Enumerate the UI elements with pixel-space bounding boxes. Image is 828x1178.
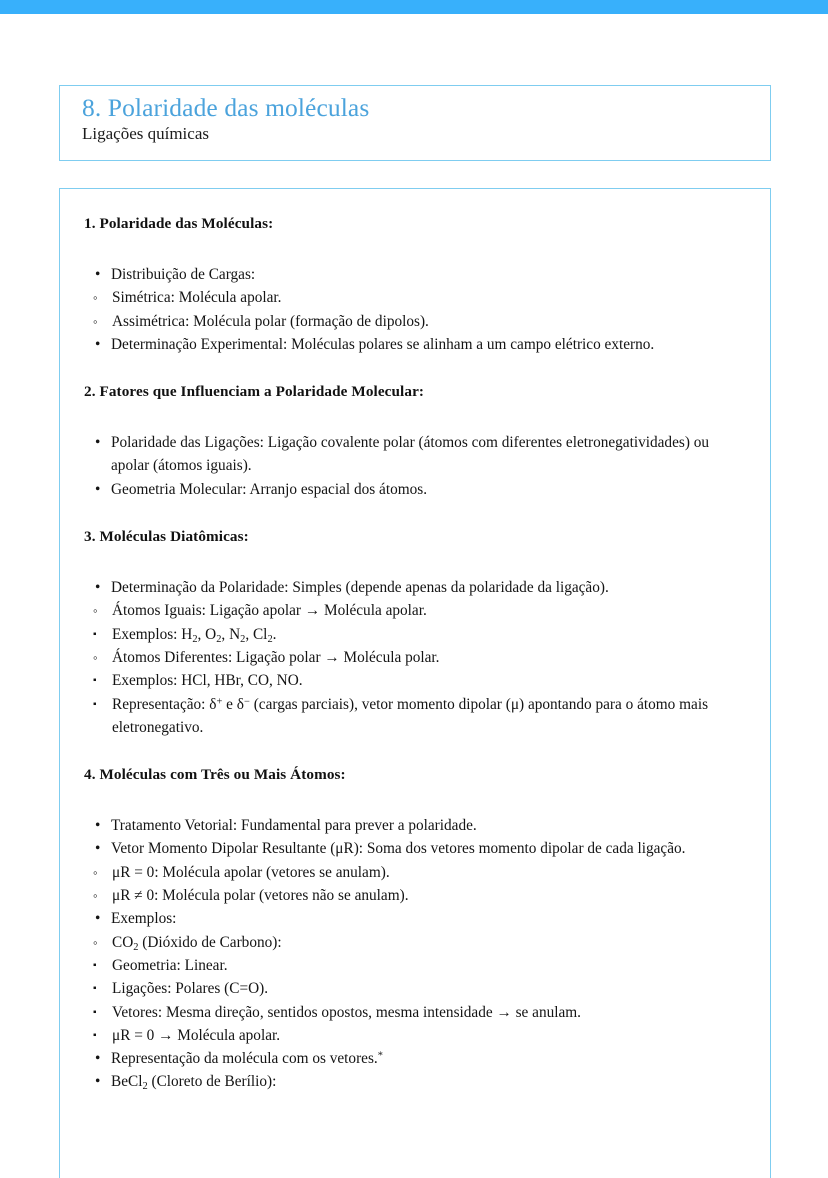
list-item [84, 263, 744, 286]
bullet-list-level-1 [84, 431, 744, 501]
list-item-text: Assimétrica: Molécula polar (formação de dipolos). [112, 312, 429, 330]
list-item [84, 884, 744, 907]
bullet-marker-icon: • [95, 840, 101, 858]
list-item [84, 907, 744, 930]
section-heading: 4. Moléculas com Três ou Mais Átomos: [84, 766, 346, 784]
list-item [84, 478, 744, 501]
bullet-list-level-2 [84, 861, 744, 908]
list-item-text: $CO_2$ (Dióxido de Carbono): [112, 933, 282, 953]
bullet-marker-icon: ▪ [93, 1006, 97, 1018]
bullet-list-level-1 [84, 576, 744, 599]
bullet-marker-icon: ▪ [93, 983, 97, 995]
bullet-marker-icon: • [95, 579, 101, 597]
bullet-marker-icon: • [95, 1050, 101, 1068]
heading-gap [84, 784, 744, 814]
bullet-list-level-3 [84, 954, 744, 1047]
list-item [84, 814, 744, 837]
list-item [84, 576, 744, 599]
list-item-text: Determinação Experimental: Moléculas polares se alinham a um campo elétrico externo. [111, 335, 655, 353]
list-item-text: Geometria Molecular: Arranjo espacial dos átomos. [111, 480, 428, 498]
content-card [59, 188, 771, 1178]
bullet-marker-icon: • [95, 1073, 101, 1091]
page-title: 8. Polaridade das moléculas [82, 93, 370, 122]
section-heading: 1. Polaridade das Moléculas: [84, 215, 274, 232]
list-item-text: Exemplos: HCl, HBr, CO, NO. [112, 672, 303, 690]
list-item-text: Geometria: Linear. [112, 956, 228, 974]
bullet-marker-icon: ◦ [93, 934, 98, 950]
list-item [84, 333, 744, 356]
list-item [84, 1024, 744, 1047]
list-item [84, 310, 744, 333]
bullet-marker-icon: ◦ [93, 888, 98, 904]
bullet-marker-icon: ▪ [93, 959, 97, 971]
bullet-list-level-1 [84, 907, 744, 930]
section-gap [84, 356, 744, 383]
content-body [60, 189, 770, 1094]
list-item [84, 977, 744, 1000]
bullet-marker-icon: ▪ [93, 628, 97, 640]
bullet-list-level-1 [84, 333, 744, 356]
list-item [84, 931, 744, 954]
bullet-marker-icon: • [95, 817, 101, 835]
title-card [59, 85, 771, 161]
list-item [84, 599, 744, 622]
bullet-marker-icon: ◦ [93, 603, 98, 619]
list-item [84, 1070, 744, 1093]
bullet-marker-icon: • [95, 910, 101, 928]
section-heading: 3. Moléculas Diatômicas: [84, 528, 249, 546]
list-item-text: Distribuição de Cargas: [111, 266, 256, 283]
list-item-text: Exemplos: $H_2$, $O_2$, $N_2$, $Cl_2$. [112, 625, 277, 645]
list-item [84, 693, 744, 740]
bullet-marker-icon: ◦ [93, 313, 98, 329]
list-item [84, 431, 744, 478]
list-item-text: Átomos Diferentes: Ligação polar → Molécula polar. [112, 648, 440, 666]
list-item [84, 286, 744, 309]
list-item [84, 623, 744, 646]
heading-gap [84, 233, 744, 263]
bullet-list-level-2 [84, 286, 744, 333]
heading-gap [84, 546, 744, 576]
bullet-marker-icon: ▪ [93, 675, 97, 687]
list-item-text: Tratamento Vetorial: Fundamental para prever a polaridade. [111, 817, 477, 835]
bullet-marker-icon: • [95, 335, 101, 353]
bullet-list-level-3 [84, 669, 744, 739]
bullet-marker-icon: • [95, 480, 101, 498]
bullet-marker-icon: ▪ [93, 1029, 97, 1041]
list-item [84, 669, 744, 692]
bullet-marker-icon: ◦ [93, 649, 98, 665]
page-subtitle: Ligações químicas [82, 124, 209, 143]
bullet-list-level-3 [84, 623, 744, 646]
list-item-text: Exemplos: [111, 910, 177, 928]
list-item-text: μR ≠ 0: Molécula polar (vetores não se anulam). [112, 887, 409, 905]
bullet-marker-icon: ◦ [93, 864, 98, 880]
bullet-marker-icon: ◦ [93, 290, 98, 306]
section-gap [84, 739, 744, 766]
bullet-marker-icon: • [95, 434, 101, 452]
bullet-list-level-2 [84, 646, 744, 669]
list-item-text: Ligações: Polares (C=O). [112, 980, 269, 998]
list-item [84, 646, 744, 669]
list-item-text: Determinação da Polaridade: Simples (depende apenas da polaridade da ligação). [111, 579, 609, 597]
list-item-text: μR = 0: Molécula apolar (vetores se anulam). [112, 863, 390, 881]
list-item-text: Polaridade das Ligações: Ligação covalente polar (átomos com diferentes eletronegatividades) ou apolar (átomos iguais). [111, 434, 710, 475]
bullet-list-level-2 [84, 931, 744, 954]
list-item-text: Vetores: Mesma direção, sentidos opostos, mesma intensidade → se anulam. [112, 1003, 582, 1021]
list-item-text: Representação da molécula com os vetores.* [111, 1050, 383, 1068]
bullet-list-level-1 [84, 263, 744, 286]
section-heading: 2. Fatores que Influenciam a Polaridade Molecular: [84, 383, 425, 401]
list-item-text: Simétrica: Molécula apolar. [112, 289, 282, 307]
list-item-text: Átomos Iguais: Ligação apolar → Molécula apolar. [112, 602, 427, 620]
list-item [84, 1047, 744, 1070]
section-gap [84, 501, 744, 528]
list-item [84, 954, 744, 977]
list-item [84, 837, 744, 860]
list-item [84, 1001, 744, 1024]
list-item-text: Representação: δ+ e δ− (cargas parciais), vetor momento dipolar (μ) apontando para o átomo mais eletronegativo. [112, 695, 709, 736]
list-item-text: Vetor Momento Dipolar Resultante (μR): Soma dos vetores momento dipolar de cada ligação. [111, 840, 686, 858]
bullet-marker-icon: • [95, 266, 101, 283]
bullet-list-level-2 [84, 599, 744, 622]
list-item-text: BeCl$_2$ (Cloreto de Berílio): [111, 1073, 277, 1093]
top-accent-bar [0, 0, 828, 14]
list-item [84, 861, 744, 884]
heading-gap [84, 401, 744, 431]
bullet-list-level-1 [84, 1047, 744, 1094]
bullet-list-level-1 [84, 814, 744, 861]
list-item-text: μR = 0 → Molécula apolar. [112, 1026, 281, 1044]
bullet-marker-icon: ▪ [93, 698, 97, 710]
